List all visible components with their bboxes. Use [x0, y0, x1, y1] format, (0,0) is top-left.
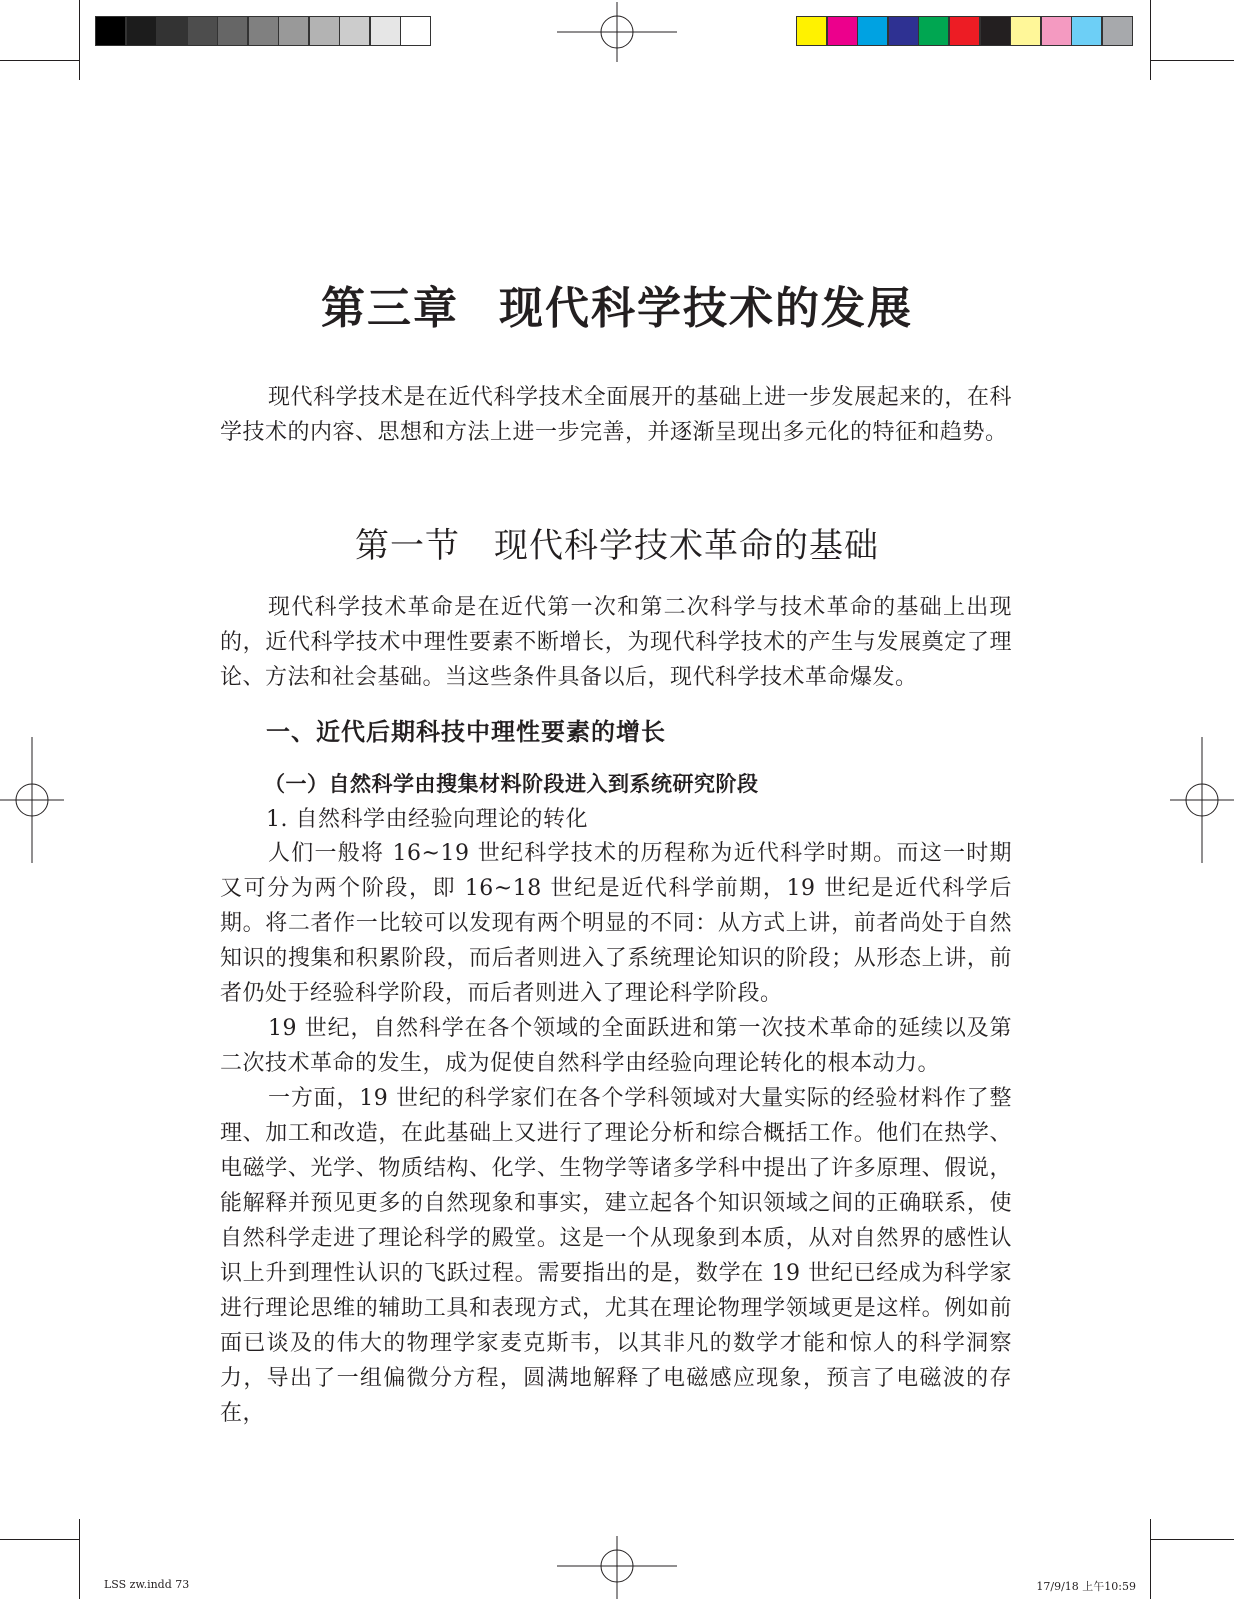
crop-mark	[0, 60, 80, 61]
gray-swatch	[248, 16, 279, 46]
color-swatch	[918, 16, 949, 46]
color-swatch	[827, 16, 858, 46]
gray-swatch	[400, 16, 431, 46]
section-intro-paragraph: 现代科学技术革命是在近代第一次和第二次科学与技术革命的基础上出现的，近代科学技术中理性要素不断增长，为现代科学技术的产生与发展奠定了理论、方法和社会基础。当这些条件具备以后，现代科学技术革命爆发。	[220, 595, 1012, 690]
chapter-number: 第三章	[321, 283, 459, 334]
body-paragraph: 一方面，19 世纪的科学家们在各个学科领域对大量实际的经验材料作了整理、加工和改造，在此基础上又进行了理论分析和综合概括工作。他们在热学、电磁学、光学、物质结构、化学、生物学等诸多学科中提出了许多原理、假说，能解释并预见更多的自然现象和事实，建立起各个知识领域之间的正确联系，使自然科学走进了理论科学的殿堂。这是一个从现象到本质，从对自然界的感性认识上升到理性认识的飞跃过程。需要指出的是，数学在 19 世纪已经成为科学家进行理论思维的辅助工具和表现方式，尤其在理论物理学领域更是这样。例如前面已谈及的伟大的物理学家麦克斯韦，以其非凡的数学才能和惊人的科学洞察力，导出了一组偏微分方程，圆满地解释了电磁感应现象，预言了电磁波的存在，	[220, 1086, 1012, 1426]
gray-swatch	[278, 16, 309, 46]
section-name: 现代科学技术革命的基础	[494, 526, 879, 566]
crop-mark	[1150, 1539, 1234, 1540]
file-slug: LSS zw.indd 73	[104, 1578, 190, 1591]
section-number: 第一节	[355, 526, 460, 566]
gray-swatch	[156, 16, 187, 46]
color-swatch	[949, 16, 980, 46]
heading-level-3: 1. 自然科学由经验向理论的转化	[266, 807, 588, 832]
section-title	[0, 518, 1234, 567]
color-swatch	[1010, 16, 1041, 46]
color-swatch	[1102, 16, 1133, 46]
color-swatch	[980, 16, 1011, 46]
registration-mark-top	[557, 2, 677, 62]
body-paragraph: 19 世纪，自然科学在各个领域的全面跃进和第一次技术革命的延续以及第二次技术革命的发生，成为促使自然科学由经验向理论转化的根本动力。	[220, 1016, 1012, 1076]
gray-swatch	[217, 16, 248, 46]
color-swatch	[857, 16, 888, 46]
registration-mark-right	[1170, 737, 1234, 863]
gray-swatch	[370, 16, 401, 46]
heading-level-2: （一）自然科学由搜集材料阶段进入到系统研究阶段	[264, 772, 759, 796]
crop-mark	[79, 1519, 80, 1599]
body-paragraph: 人们一般将 16~19 世纪科学技术的历程称为近代科学时期。而这一时期又可分为两个阶段，即 16~18 世纪是近代科学前期，19 世纪是近代科学后期。将二者作一比较可以发现有两个明显的不同：从方式上讲，前者尚处于自然知识的搜集和积累阶段，而后者则进入了系统理论知识的阶段；从形态上讲，前者仍处于经验科学阶段，而后者则进入了理论科学阶段。	[220, 841, 1012, 1006]
crop-mark	[79, 0, 80, 80]
color-swatch	[796, 16, 827, 46]
intro-paragraph: 现代科学技术是在近代科学技术全面展开的基础上进一步发展起来的，在科学技术的内容、思想和方法上进一步完善，并逐渐呈现出多元化的特征和趋势。	[220, 385, 1012, 445]
gray-swatch	[187, 16, 218, 46]
crop-mark	[1150, 60, 1234, 61]
registration-mark-left	[0, 737, 64, 863]
crop-mark	[0, 1539, 80, 1540]
crop-mark	[1150, 0, 1151, 80]
crop-mark	[1150, 1519, 1151, 1599]
gray-swatch	[95, 16, 126, 46]
gray-swatch	[339, 16, 370, 46]
color-swatch	[1071, 16, 1102, 46]
gray-swatch	[309, 16, 340, 46]
color-swatch	[1041, 16, 1072, 46]
chapter-title	[0, 272, 1234, 336]
chapter-name: 现代科学技术的发展	[499, 283, 913, 334]
timestamp-slug: 17/9/18 上午10:59	[1036, 1580, 1136, 1593]
color-swatch	[888, 16, 919, 46]
heading-level-1: 一、近代后期科技中理性要素的增长	[266, 718, 666, 746]
registration-mark-bottom	[557, 1536, 677, 1599]
gray-swatch	[126, 16, 157, 46]
